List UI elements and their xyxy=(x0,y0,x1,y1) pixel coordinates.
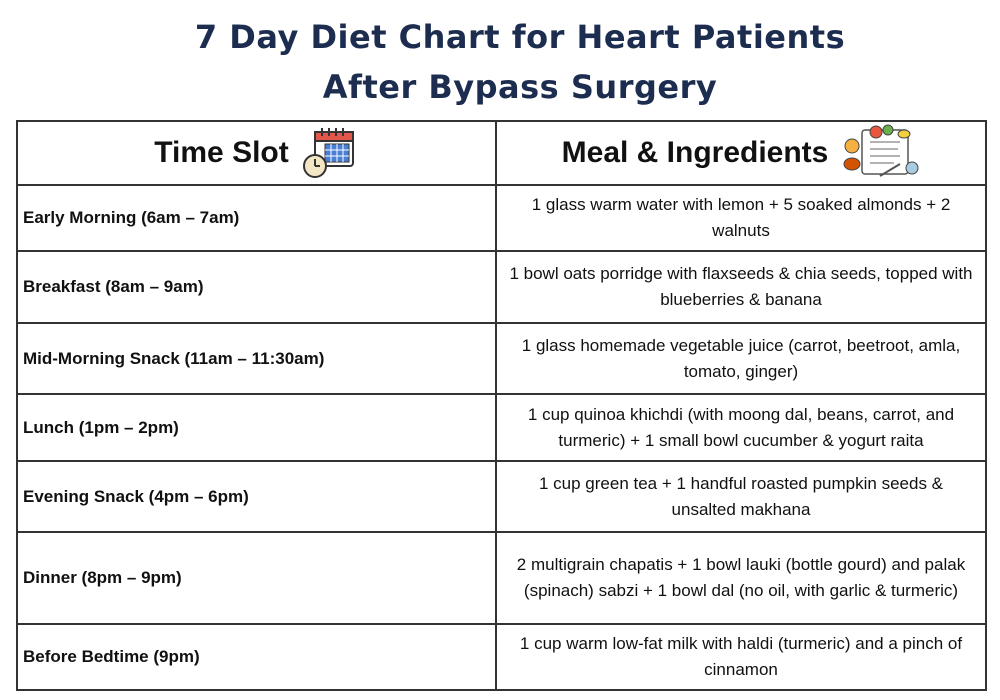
table-row xyxy=(17,461,986,532)
table-header-row xyxy=(17,121,986,185)
table-row xyxy=(17,323,986,394)
table-row xyxy=(17,624,986,690)
meal-cell: 2 multigrain chapatis + 1 bowl lauki (bottle gourd) and palak (spinach) sabzi + 1 bowl dal (no oil, with garlic & turmeric) xyxy=(496,532,986,624)
time-slot-header xyxy=(17,121,496,185)
table-row xyxy=(17,251,986,323)
meal-cell: 1 cup green tea + 1 handful roasted pumpkin seeds & unsalted makhana xyxy=(496,461,986,532)
calendar-clock-icon xyxy=(301,126,359,180)
meal-plan-icon xyxy=(840,124,920,182)
diet-table xyxy=(16,120,987,691)
time-slot-cell: Before Bedtime (9pm) xyxy=(17,624,496,690)
title-line-2: After Bypass Surgery xyxy=(322,68,718,106)
table-row xyxy=(17,532,986,624)
meal-cell: 1 glass warm water with lemon + 5 soaked almonds + 2 walnuts xyxy=(496,185,986,251)
meal-header-label: Meal & Ingredients xyxy=(561,136,829,169)
time-slot-cell: Early Morning (6am – 7am) xyxy=(17,185,496,251)
time-slot-cell: Evening Snack (4pm – 6pm) xyxy=(17,461,496,532)
page-title xyxy=(0,12,1000,112)
time-slot-header-label: Time Slot xyxy=(154,136,289,169)
meal-cell: 1 glass homemade vegetable juice (carrot, beetroot, amla, tomato, ginger) xyxy=(496,323,986,394)
meal-cell: 1 bowl oats porridge with flaxseeds & chia seeds, topped with blueberries & banana xyxy=(496,251,986,323)
table-row xyxy=(17,394,986,461)
time-slot-cell: Breakfast (8am – 9am) xyxy=(17,251,496,323)
time-slot-cell: Mid-Morning Snack (11am – 11:30am) xyxy=(17,323,496,394)
time-slot-cell: Dinner (8pm – 9pm) xyxy=(17,532,496,624)
meal-header xyxy=(496,121,986,185)
meal-cell: 1 cup warm low-fat milk with haldi (turmeric) and a pinch of cinnamon xyxy=(496,624,986,690)
title-line-1: 7 Day Diet Chart for Heart Patients xyxy=(194,18,846,56)
meal-cell: 1 cup quinoa khichdi (with moong dal, beans, carrot, and turmeric) + 1 small bowl cucumber & yogurt raita xyxy=(496,394,986,461)
time-slot-cell: Lunch (1pm – 2pm) xyxy=(17,394,496,461)
table-row xyxy=(17,185,986,251)
